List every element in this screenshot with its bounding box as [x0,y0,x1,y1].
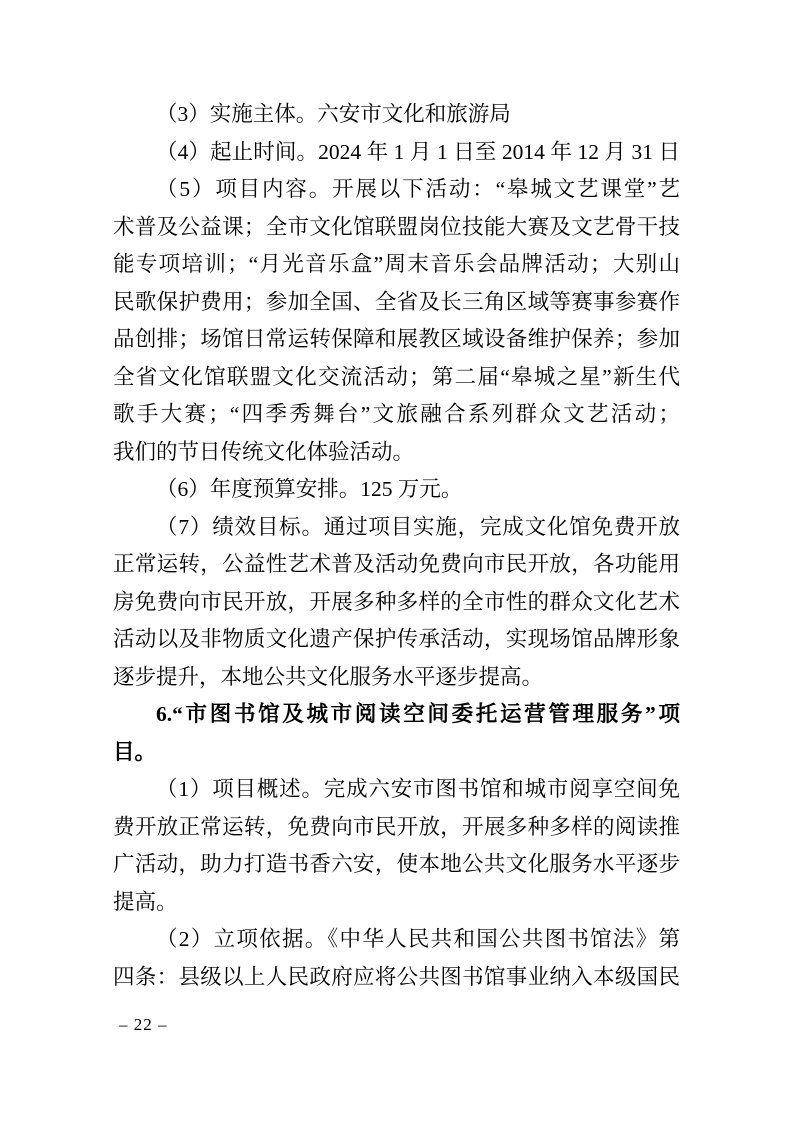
section-heading-line: 6.“市图书馆及城市阅读空间委托运营管理服务”项 [156,702,680,726]
text-line: 活动以及非物质文化遗产保护传承活动，实现场馆品牌形象 [113,627,680,651]
text-line: 歌手大赛；“四季秀舞台”文旅融合系列群众文艺活动； [113,402,680,426]
text-line: （4）起止时间。2024 年 1 月 1 日至 2014 年 12 月 31 日 [156,139,680,164]
text-line: 我们的节日传统文化体验活动。 [113,439,415,464]
text-line: （1）项目概述。完成六安市图书馆和城市阅享空间免 [156,777,680,801]
document-body [113,96,680,996]
text-line: 品创排；场馆日常运转保障和展教区域设备维护保养；参加 [113,327,680,351]
text-line: 民歌保护费用；参加全国、全省及长三角区域等赛事参赛作 [113,289,680,314]
text-line: （2）立项依据。《中华人民共和国公共图书馆法》第 [156,927,680,951]
text-line: 正常运转，公益性艺术普及活动免费向市民开放，各功能用 [113,552,680,576]
text-line: 费开放正常运转，免费向市民开放，开展多种多样的阅读推 [113,814,680,839]
text-line: 能专项培训；“月光音乐盒”周末音乐会品牌活动；大别山 [113,252,680,276]
text-line: （7）绩效目标。通过项目实施，完成文化馆免费开放 [156,514,680,539]
page-number: – 22 – [119,1015,168,1034]
text-line: 术普及公益课；全市文化馆联盟岗位技能大赛及文艺骨干技 [113,214,680,239]
text-line: 房免费向市民开放，开展多种多样的全市性的群众文化艺术 [113,589,680,614]
text-line: 逐步提升，本地公共文化服务水平逐步提高。 [113,664,544,689]
text-line: 全省文化馆联盟文化交流活动；第二届“皋城之星”新生代 [113,364,680,389]
text-line: 广活动，助力打造书香六安，使本地公共文化服务水平逐步 [113,852,680,876]
text-line: （5）项目内容。开展以下活动：“皋城文艺课堂”艺 [156,177,680,201]
text-line: 四条：县级以上人民政府应将公共图书馆事业纳入本级国民 [113,964,680,989]
text-line: （6）年度预算安排。125 万元。 [156,477,463,501]
text-line: 提高。 [113,889,178,914]
section-heading-line: 目。 [113,739,157,764]
text-line: （3）实施主体。六安市文化和旅游局 [156,102,511,126]
